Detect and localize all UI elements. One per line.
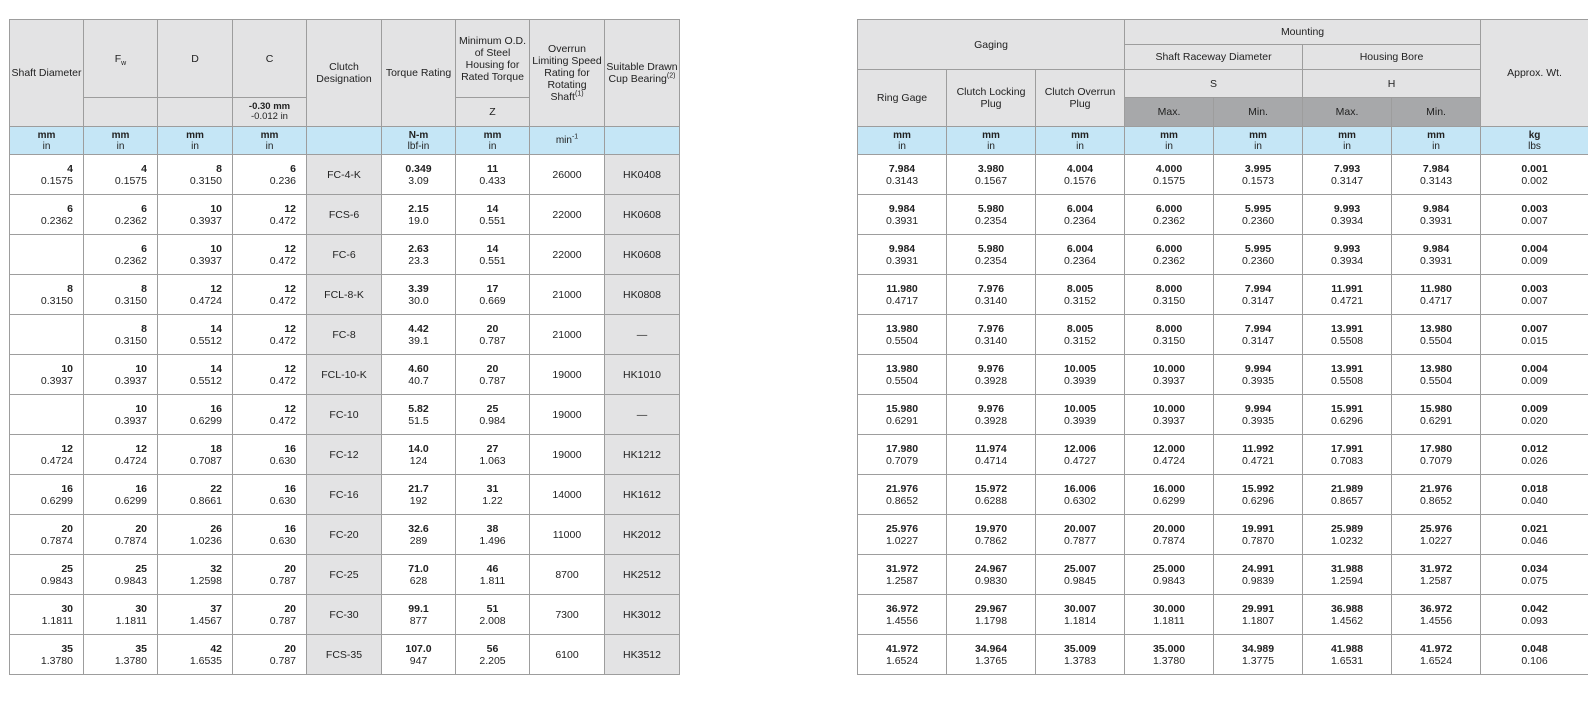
header-approx-wt: Approx. Wt. xyxy=(1481,20,1588,127)
housing-min-cell: 41.972 1.6524 xyxy=(1392,635,1481,675)
approx-wt-cell: 0.034 0.075 xyxy=(1481,555,1588,595)
header-gaging: Gaging xyxy=(858,20,1125,70)
shaft-diameter-cell xyxy=(10,235,84,275)
ring-gage-cell: 17.980 0.7079 xyxy=(858,435,947,475)
header-shaft-diameter: Shaft Diameter xyxy=(10,20,84,127)
clutch-designation-cell: FC-30 xyxy=(307,595,382,635)
torque-rating-cell: 4.42 39.1 xyxy=(382,315,456,355)
c-cell: 12 0.472 xyxy=(233,275,307,315)
shaft-min-cell: 34.989 1.3775 xyxy=(1214,635,1303,675)
fw-cell: 6 0.2362 xyxy=(84,235,158,275)
header-torque-rating: Torque Rating xyxy=(382,20,456,127)
c-cell: 20 0.787 xyxy=(233,555,307,595)
fw-cell: 4 0.1575 xyxy=(84,155,158,195)
torque-rating-cell: 32.6 289 xyxy=(382,515,456,555)
housing-min-cell: 17.980 0.7079 xyxy=(1392,435,1481,475)
clutch-locking-plug-cell: 11.974 0.4714 xyxy=(947,435,1036,475)
unit-cell: $\min^{-1}$ xyxy=(530,127,605,155)
clutch-designation-cell: FC-10 xyxy=(307,395,382,435)
table-row xyxy=(858,515,1588,555)
housing-max-cell: 9.993 0.3934 xyxy=(1303,195,1392,235)
shaft-diameter-cell: 6 0.2362 xyxy=(10,195,84,235)
table-row xyxy=(10,395,680,435)
d-cell: 37 1.4567 xyxy=(158,595,233,635)
shaft-diameter-cell xyxy=(10,395,84,435)
shaft-max-cell: 6.000 0.2362 xyxy=(1125,195,1214,235)
header-min-od: Minimum O.D. of Steel Housing for Rated Torque xyxy=(456,20,530,98)
shaft-max-cell: 30.000 1.1811 xyxy=(1125,595,1214,635)
table-row xyxy=(10,555,680,595)
d-cell: 18 0.7087 xyxy=(158,435,233,475)
z-cell: 46 1.811 xyxy=(456,555,530,595)
clutch-designation-cell: FC-16 xyxy=(307,475,382,515)
housing-max-cell: 17.991 0.7083 xyxy=(1303,435,1392,475)
clutch-overrun-plug-cell: 35.009 1.3783 xyxy=(1036,635,1125,675)
unit-cell: mm in xyxy=(858,127,947,155)
housing-min-cell: 21.976 0.8652 xyxy=(1392,475,1481,515)
clutch-locking-plug-cell: 7.976 0.3140 xyxy=(947,315,1036,355)
approx-wt-cell: 0.003 0.007 xyxy=(1481,195,1588,235)
housing-min-cell: 25.976 1.0227 xyxy=(1392,515,1481,555)
shaft-min-cell: 7.994 0.3147 xyxy=(1214,275,1303,315)
speed-rating-cell: 26000 xyxy=(530,155,605,195)
table-row xyxy=(10,355,680,395)
clutch-overrun-plug-cell: 12.006 0.4727 xyxy=(1036,435,1125,475)
shaft-max-cell: 6.000 0.2362 xyxy=(1125,235,1214,275)
housing-min-cell: 11.980 0.4717 xyxy=(1392,275,1481,315)
clutch-designation-cell: FCL-10-K xyxy=(307,355,382,395)
housing-min-cell: 9.984 0.3931 xyxy=(1392,235,1481,275)
shaft-diameter-cell: 10 0.3937 xyxy=(10,355,84,395)
d-cell: 14 0.5512 xyxy=(158,315,233,355)
bearing-cell: HK3512 xyxy=(605,635,680,675)
table-row xyxy=(10,515,680,555)
c-cell: 12 0.472 xyxy=(233,315,307,355)
z-cell: 38 1.496 xyxy=(456,515,530,555)
housing-min-cell: 9.984 0.3931 xyxy=(1392,195,1481,235)
speed-rating-cell: 19000 xyxy=(530,355,605,395)
ring-gage-cell: 15.980 0.6291 xyxy=(858,395,947,435)
approx-wt-cell: 0.048 0.106 xyxy=(1481,635,1588,675)
shaft-diameter-cell: 4 0.1575 xyxy=(10,155,84,195)
table-row xyxy=(858,155,1588,195)
clutch-overrun-plug-cell: 8.005 0.3152 xyxy=(1036,315,1125,355)
shaft-max-cell: 25.000 0.9843 xyxy=(1125,555,1214,595)
fw-cell: 8 0.3150 xyxy=(84,315,158,355)
torque-rating-cell: 4.60 40.7 xyxy=(382,355,456,395)
shaft-min-cell: 15.992 0.6296 xyxy=(1214,475,1303,515)
c-cell: 12 0.472 xyxy=(233,195,307,235)
housing-max-cell: 21.989 0.8657 xyxy=(1303,475,1392,515)
z-cell: 11 0.433 xyxy=(456,155,530,195)
clutch-overrun-plug-cell: 10.005 0.3939 xyxy=(1036,355,1125,395)
unit-cell: mm in xyxy=(1392,127,1481,155)
c-cell: 16 0.630 xyxy=(233,475,307,515)
ring-gage-cell: 11.980 0.4717 xyxy=(858,275,947,315)
table-row xyxy=(858,395,1588,435)
shaft-diameter-cell: 8 0.3150 xyxy=(10,275,84,315)
c-cell: 16 0.630 xyxy=(233,515,307,555)
clutch-designation-cell: FC-6 xyxy=(307,235,382,275)
header-suitable-bearing: Suitable Drawn Cup Bearing$^{(2)}$ xyxy=(605,20,680,127)
speed-rating-cell: 21000 xyxy=(530,275,605,315)
c-cell: 16 0.630 xyxy=(233,435,307,475)
bearing-cell: HK0808 xyxy=(605,275,680,315)
table-row xyxy=(858,275,1588,315)
unit-cell: mm in xyxy=(10,127,84,155)
torque-rating-cell: 2.63 23.3 xyxy=(382,235,456,275)
shaft-diameter-cell: 25 0.9843 xyxy=(10,555,84,595)
bearing-cell: HK0408 xyxy=(605,155,680,195)
housing-max-cell: 9.993 0.3934 xyxy=(1303,235,1392,275)
shaft-min-cell: 19.991 0.7870 xyxy=(1214,515,1303,555)
speed-rating-cell: 14000 xyxy=(530,475,605,515)
housing-min-cell: 36.972 1.4556 xyxy=(1392,595,1481,635)
ring-gage-cell: 7.984 0.3143 xyxy=(858,155,947,195)
clutch-overrun-plug-cell: 30.007 1.1814 xyxy=(1036,595,1125,635)
header-h-min: Min. xyxy=(1392,98,1481,127)
header-clutch-overrun-plug: Clutch Overrun Plug xyxy=(1036,70,1125,127)
d-cell: 16 0.6299 xyxy=(158,395,233,435)
housing-min-cell: 13.980 0.5504 xyxy=(1392,315,1481,355)
bearing-cell: HK2512 xyxy=(605,555,680,595)
approx-wt-cell: 0.003 0.007 xyxy=(1481,275,1588,315)
c-cell: 20 0.787 xyxy=(233,595,307,635)
torque-rating-cell: 14.0 124 xyxy=(382,435,456,475)
bearing-cell: HK0608 xyxy=(605,235,680,275)
torque-rating-cell: 0.349 3.09 xyxy=(382,155,456,195)
clutch-overrun-plug-cell: 8.005 0.3152 xyxy=(1036,275,1125,315)
table-row xyxy=(10,635,680,675)
header-overrun-speed: Overrun Limiting Speed Rating for Rotating Shaft$^{(1)}$ xyxy=(530,20,605,127)
clutch-specs-table xyxy=(9,19,680,675)
speed-rating-cell: 19000 xyxy=(530,395,605,435)
approx-wt-cell: 0.021 0.046 xyxy=(1481,515,1588,555)
shaft-min-cell: 5.995 0.2360 xyxy=(1214,235,1303,275)
ring-gage-cell: 21.976 0.8652 xyxy=(858,475,947,515)
clutch-locking-plug-cell: 34.964 1.3765 xyxy=(947,635,1036,675)
d-cell: 10 0.3937 xyxy=(158,195,233,235)
clutch-locking-plug-cell: 5.980 0.2354 xyxy=(947,235,1036,275)
housing-max-cell: 7.993 0.3147 xyxy=(1303,155,1392,195)
torque-rating-cell: 107.0 947 xyxy=(382,635,456,675)
shaft-max-cell: 4.000 0.1575 xyxy=(1125,155,1214,195)
approx-wt-cell: 0.007 0.015 xyxy=(1481,315,1588,355)
d-cell: 14 0.5512 xyxy=(158,355,233,395)
shaft-max-cell: 8.000 0.3150 xyxy=(1125,275,1214,315)
d-cell: 32 1.2598 xyxy=(158,555,233,595)
header-s: S xyxy=(1125,70,1303,98)
clutch-overrun-plug-cell: 16.006 0.6302 xyxy=(1036,475,1125,515)
clutch-locking-plug-cell: 5.980 0.2354 xyxy=(947,195,1036,235)
unit-cell: mm in xyxy=(158,127,233,155)
approx-wt-cell: 0.004 0.009 xyxy=(1481,235,1588,275)
unit-cell: N-m lbf-in xyxy=(382,127,456,155)
d-cell: 12 0.4724 xyxy=(158,275,233,315)
table-row xyxy=(10,275,680,315)
z-cell: 56 2.205 xyxy=(456,635,530,675)
units-row xyxy=(10,127,680,155)
fw-cell: 25 0.9843 xyxy=(84,555,158,595)
table-row xyxy=(858,595,1588,635)
bearing-cell: HK3012 xyxy=(605,595,680,635)
table-row xyxy=(858,635,1588,675)
shaft-min-cell: 29.991 1.1807 xyxy=(1214,595,1303,635)
clutch-overrun-plug-cell: 6.004 0.2364 xyxy=(1036,195,1125,235)
table-row xyxy=(858,355,1588,395)
shaft-diameter-cell: 16 0.6299 xyxy=(10,475,84,515)
unit-cell xyxy=(307,127,382,155)
torque-rating-cell: 21.7 192 xyxy=(382,475,456,515)
z-cell: 14 0.551 xyxy=(456,195,530,235)
housing-min-cell: 31.972 1.2587 xyxy=(1392,555,1481,595)
shaft-min-cell: 9.994 0.3935 xyxy=(1214,395,1303,435)
table-row xyxy=(10,435,680,475)
unit-cell: mm in xyxy=(1125,127,1214,155)
torque-rating-cell: 2.15 19.0 xyxy=(382,195,456,235)
table-row xyxy=(10,315,680,355)
z-cell: 20 0.787 xyxy=(456,315,530,355)
speed-rating-cell: 8700 xyxy=(530,555,605,595)
housing-min-cell: 15.980 0.6291 xyxy=(1392,395,1481,435)
table-row xyxy=(858,195,1588,235)
bearing-cell: — xyxy=(605,315,680,355)
shaft-diameter-cell: 12 0.4724 xyxy=(10,435,84,475)
approx-wt-cell: 0.004 0.009 xyxy=(1481,355,1588,395)
unit-cell xyxy=(605,127,680,155)
housing-max-cell: 13.991 0.5508 xyxy=(1303,315,1392,355)
unit-cell: mm in xyxy=(84,127,158,155)
speed-rating-cell: 21000 xyxy=(530,315,605,355)
z-cell: 27 1.063 xyxy=(456,435,530,475)
clutch-overrun-plug-cell: 10.005 0.3939 xyxy=(1036,395,1125,435)
unit-cell: mm in xyxy=(1214,127,1303,155)
c-cell: 20 0.787 xyxy=(233,635,307,675)
shaft-max-cell: 8.000 0.3150 xyxy=(1125,315,1214,355)
bearing-cell: HK1612 xyxy=(605,475,680,515)
fw-cell: 8 0.3150 xyxy=(84,275,158,315)
table-row xyxy=(858,235,1588,275)
shaft-min-cell: 9.994 0.3935 xyxy=(1214,355,1303,395)
approx-wt-cell: 0.018 0.040 xyxy=(1481,475,1588,515)
z-cell: 31 1.22 xyxy=(456,475,530,515)
clutch-overrun-plug-cell: 4.004 0.1576 xyxy=(1036,155,1125,195)
clutch-locking-plug-cell: 24.967 0.9830 xyxy=(947,555,1036,595)
clutch-locking-plug-cell: 15.972 0.6288 xyxy=(947,475,1036,515)
speed-rating-cell: 22000 xyxy=(530,195,605,235)
clutch-designation-cell: FCS-35 xyxy=(307,635,382,675)
gaging-mounting-table xyxy=(857,19,1588,675)
header-d: D xyxy=(158,20,233,98)
approx-wt-cell: 0.009 0.020 xyxy=(1481,395,1588,435)
z-cell: 25 0.984 xyxy=(456,395,530,435)
table-row xyxy=(10,595,680,635)
clutch-locking-plug-cell: 3.980 0.1567 xyxy=(947,155,1036,195)
clutch-designation-cell: FC-12 xyxy=(307,435,382,475)
fw-cell: 6 0.2362 xyxy=(84,195,158,235)
ring-gage-cell: 13.980 0.5504 xyxy=(858,355,947,395)
shaft-min-cell: 5.995 0.2360 xyxy=(1214,195,1303,235)
shaft-min-cell: 3.995 0.1573 xyxy=(1214,155,1303,195)
header-c-tolerance: -0.30 mm -0.012 in xyxy=(233,98,307,127)
bearing-cell: HK0608 xyxy=(605,195,680,235)
header-fw-sub xyxy=(84,98,158,127)
bearing-cell: — xyxy=(605,395,680,435)
ring-gage-cell: 9.984 0.3931 xyxy=(858,195,947,235)
housing-min-cell: 7.984 0.3143 xyxy=(1392,155,1481,195)
fw-cell: 30 1.1811 xyxy=(84,595,158,635)
bearing-cell: HK2012 xyxy=(605,515,680,555)
z-cell: 17 0.669 xyxy=(456,275,530,315)
z-cell: 51 2.008 xyxy=(456,595,530,635)
table-row xyxy=(10,195,680,235)
table-row xyxy=(858,555,1588,595)
shaft-diameter-cell: 35 1.3780 xyxy=(10,635,84,675)
header-h-max: Max. xyxy=(1303,98,1392,127)
clutch-locking-plug-cell: 9.976 0.3928 xyxy=(947,355,1036,395)
header-z: Z xyxy=(456,98,530,127)
speed-rating-cell: 19000 xyxy=(530,435,605,475)
fw-cell: 10 0.3937 xyxy=(84,355,158,395)
unit-cell: mm in xyxy=(456,127,530,155)
unit-cell: mm in xyxy=(233,127,307,155)
approx-wt-cell: 0.012 0.026 xyxy=(1481,435,1588,475)
shaft-min-cell: 7.994 0.3147 xyxy=(1214,315,1303,355)
header-housing-bore: Housing Bore xyxy=(1303,45,1481,70)
shaft-max-cell: 12.000 0.4724 xyxy=(1125,435,1214,475)
header-h: H xyxy=(1303,70,1481,98)
units-row xyxy=(858,127,1588,155)
ring-gage-cell: 31.972 1.2587 xyxy=(858,555,947,595)
header-fw: $F_w$ xyxy=(84,20,158,98)
ring-gage-cell: 36.972 1.4556 xyxy=(858,595,947,635)
shaft-min-cell: 11.992 0.4721 xyxy=(1214,435,1303,475)
c-cell: 6 0.236 xyxy=(233,155,307,195)
torque-rating-cell: 99.1 877 xyxy=(382,595,456,635)
table-row xyxy=(858,475,1588,515)
clutch-overrun-plug-cell: 25.007 0.9845 xyxy=(1036,555,1125,595)
d-cell: 22 0.8661 xyxy=(158,475,233,515)
approx-wt-cell: 0.001 0.002 xyxy=(1481,155,1588,195)
fw-cell: 20 0.7874 xyxy=(84,515,158,555)
clutch-locking-plug-cell: 19.970 0.7862 xyxy=(947,515,1036,555)
shaft-max-cell: 35.000 1.3780 xyxy=(1125,635,1214,675)
c-cell: 12 0.472 xyxy=(233,395,307,435)
housing-max-cell: 13.991 0.5508 xyxy=(1303,355,1392,395)
clutch-designation-cell: FC-4-K xyxy=(307,155,382,195)
torque-rating-cell: 3.39 30.0 xyxy=(382,275,456,315)
table-row xyxy=(858,315,1588,355)
d-cell: 8 0.3150 xyxy=(158,155,233,195)
clutch-designation-cell: FC-8 xyxy=(307,315,382,355)
bearing-cell: HK1010 xyxy=(605,355,680,395)
torque-rating-cell: 5.82 51.5 xyxy=(382,395,456,435)
shaft-max-cell: 10.000 0.3937 xyxy=(1125,355,1214,395)
shaft-max-cell: 20.000 0.7874 xyxy=(1125,515,1214,555)
unit-cell: mm in xyxy=(1303,127,1392,155)
housing-max-cell: 36.988 1.4562 xyxy=(1303,595,1392,635)
bearing-cell: HK1212 xyxy=(605,435,680,475)
fw-cell: 35 1.3780 xyxy=(84,635,158,675)
d-cell: 10 0.3937 xyxy=(158,235,233,275)
z-cell: 20 0.787 xyxy=(456,355,530,395)
table-row xyxy=(10,235,680,275)
clutch-designation-cell: FCS-6 xyxy=(307,195,382,235)
housing-min-cell: 13.980 0.5504 xyxy=(1392,355,1481,395)
unit-cell: mm in xyxy=(947,127,1036,155)
d-cell: 26 1.0236 xyxy=(158,515,233,555)
z-cell: 14 0.551 xyxy=(456,235,530,275)
clutch-designation-cell: FCL-8-K xyxy=(307,275,382,315)
shaft-min-cell: 24.991 0.9839 xyxy=(1214,555,1303,595)
header-d-sub xyxy=(158,98,233,127)
clutch-designation-cell: FC-25 xyxy=(307,555,382,595)
clutch-locking-plug-cell: 29.967 1.1798 xyxy=(947,595,1036,635)
header-mounting: Mounting xyxy=(1125,20,1481,45)
c-cell: 12 0.472 xyxy=(233,235,307,275)
housing-max-cell: 11.991 0.4721 xyxy=(1303,275,1392,315)
shaft-diameter-cell: 20 0.7874 xyxy=(10,515,84,555)
ring-gage-cell: 25.976 1.0227 xyxy=(858,515,947,555)
shaft-max-cell: 16.000 0.6299 xyxy=(1125,475,1214,515)
unit-cell: kg lbs xyxy=(1481,127,1588,155)
ring-gage-cell: 9.984 0.3931 xyxy=(858,235,947,275)
header-s-min: Min. xyxy=(1214,98,1303,127)
ring-gage-cell: 41.972 1.6524 xyxy=(858,635,947,675)
header-s-max: Max. xyxy=(1125,98,1214,127)
fw-cell: 12 0.4724 xyxy=(84,435,158,475)
shaft-diameter-cell xyxy=(10,315,84,355)
housing-max-cell: 31.988 1.2594 xyxy=(1303,555,1392,595)
clutch-locking-plug-cell: 9.976 0.3928 xyxy=(947,395,1036,435)
speed-rating-cell: 22000 xyxy=(530,235,605,275)
fw-cell: 10 0.3937 xyxy=(84,395,158,435)
fw-cell: 16 0.6299 xyxy=(84,475,158,515)
approx-wt-cell: 0.042 0.093 xyxy=(1481,595,1588,635)
header-c: C xyxy=(233,20,307,98)
table-row xyxy=(10,475,680,515)
shaft-diameter-cell: 30 1.1811 xyxy=(10,595,84,635)
speed-rating-cell: 7300 xyxy=(530,595,605,635)
header-ring-gage: Ring Gage xyxy=(858,70,947,127)
shaft-max-cell: 10.000 0.3937 xyxy=(1125,395,1214,435)
clutch-designation-cell: FC-20 xyxy=(307,515,382,555)
d-cell: 42 1.6535 xyxy=(158,635,233,675)
clutch-locking-plug-cell: 7.976 0.3140 xyxy=(947,275,1036,315)
table-row xyxy=(858,435,1588,475)
housing-max-cell: 15.991 0.6296 xyxy=(1303,395,1392,435)
c-cell: 12 0.472 xyxy=(233,355,307,395)
header-clutch-locking-plug: Clutch Locking Plug xyxy=(947,70,1036,127)
speed-rating-cell: 11000 xyxy=(530,515,605,555)
clutch-overrun-plug-cell: 20.007 0.7877 xyxy=(1036,515,1125,555)
ring-gage-cell: 13.980 0.5504 xyxy=(858,315,947,355)
housing-max-cell: 41.988 1.6531 xyxy=(1303,635,1392,675)
unit-cell: mm in xyxy=(1036,127,1125,155)
header-clutch-designation: Clutch Designation xyxy=(307,20,382,127)
housing-max-cell: 25.989 1.0232 xyxy=(1303,515,1392,555)
table-row xyxy=(10,155,680,195)
torque-rating-cell: 71.0 628 xyxy=(382,555,456,595)
header-shaft-raceway: Shaft Raceway Diameter xyxy=(1125,45,1303,70)
clutch-overrun-plug-cell: 6.004 0.2364 xyxy=(1036,235,1125,275)
speed-rating-cell: 6100 xyxy=(530,635,605,675)
